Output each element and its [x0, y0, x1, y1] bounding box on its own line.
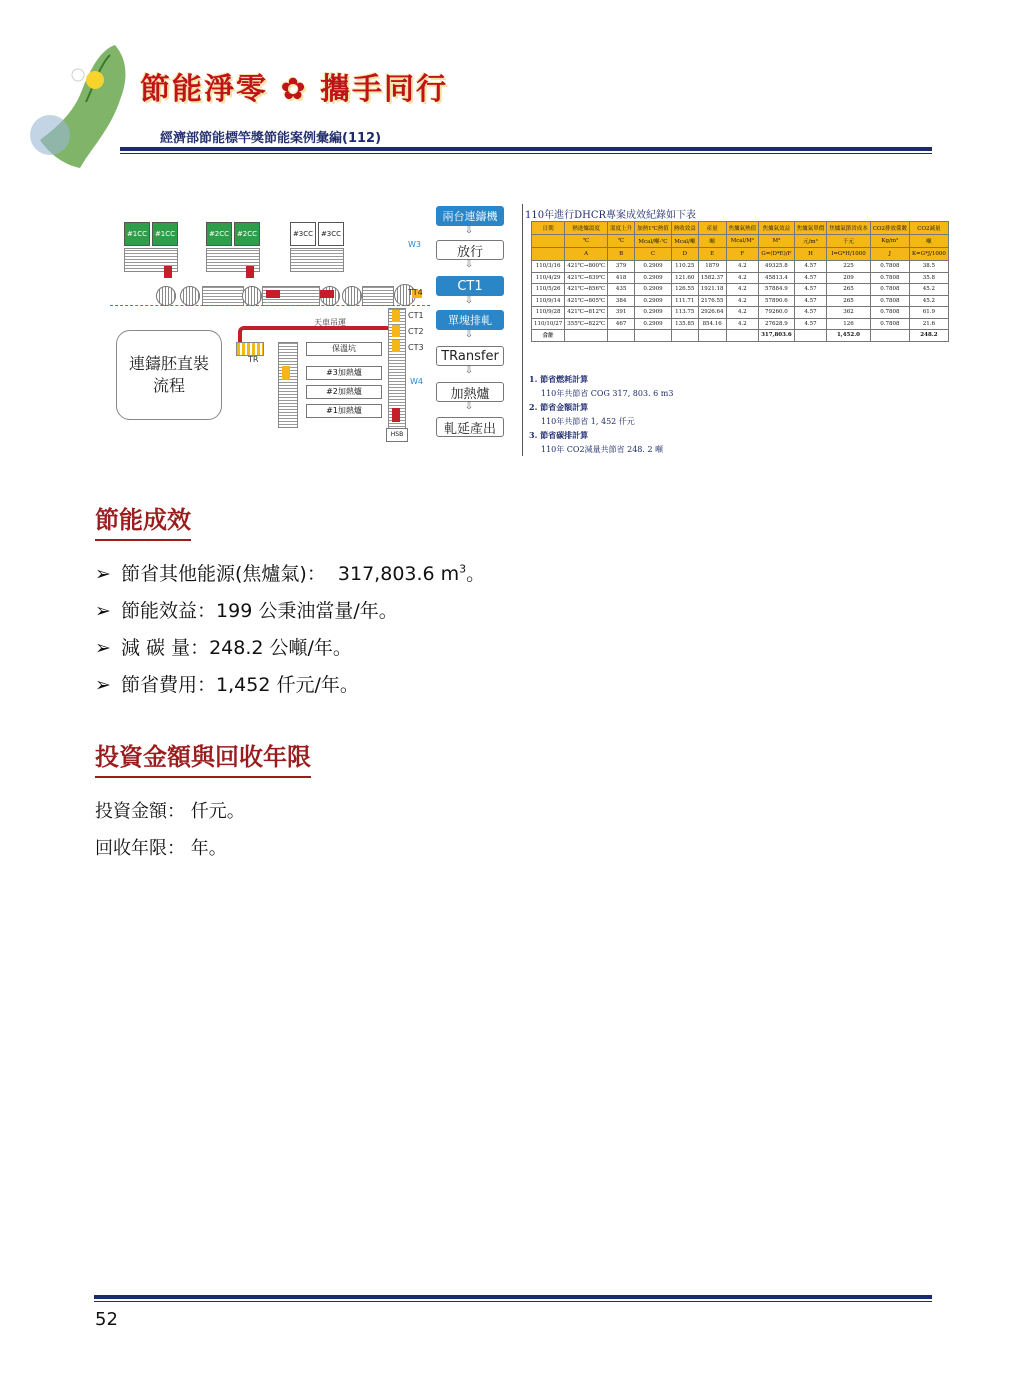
roller-table: [362, 286, 394, 306]
table-header-row: [532, 235, 949, 248]
table-cell: 0.2909: [635, 284, 672, 296]
page-number: 52: [95, 1309, 118, 1330]
step-transfer: TRansfer: [436, 346, 504, 366]
table-cell: 362: [827, 307, 871, 319]
slab-marker: [246, 266, 254, 278]
table-cell: 265: [827, 284, 871, 296]
note-3-body: 110年 CO2減量共節省 248. 2 噸: [541, 445, 664, 454]
slab-marker: [392, 325, 400, 337]
table-row: [532, 295, 949, 307]
table-title: 110年進行DHCR專案成效紀錄如下表: [525, 210, 697, 221]
table-cell: 27628.9: [759, 318, 795, 330]
table-header-cell: 日期: [532, 222, 565, 235]
table-cell: 0.2909: [635, 295, 672, 307]
table-cell: 384: [608, 295, 635, 307]
table-cell: 418: [608, 272, 635, 284]
roll: [180, 286, 200, 306]
table-row: [532, 318, 949, 330]
direct-charge-box: [116, 330, 222, 420]
note-2-head: 2. 節省金額計算: [529, 402, 589, 412]
step-rolling-output: 軋延產出: [436, 417, 504, 437]
table-cell: [635, 330, 672, 342]
header-rule: [120, 147, 932, 151]
table-header-cell: B: [608, 248, 635, 261]
table-cell: 4.57: [794, 272, 827, 284]
table-cell: 113.75: [671, 307, 698, 319]
footer-rule-thin: [94, 1301, 932, 1302]
table-header-cell: M³: [759, 235, 795, 248]
table-header-cell: G=(D*E)/F: [759, 248, 795, 261]
table-cell: 38.5: [909, 261, 948, 273]
slab-marker: [266, 290, 280, 298]
table-cell: 57890.6: [759, 295, 795, 307]
table-header-cell: [532, 235, 565, 248]
table-header-cell: 焦爐氣效益: [759, 222, 795, 235]
step-single-rolling: 單塊排軋: [436, 310, 504, 330]
table-cell: 110.25: [671, 261, 698, 273]
table-header-cell: Mcal/噸: [671, 235, 698, 248]
table-cell: 225: [827, 261, 871, 273]
table-cell: 111.71: [671, 295, 698, 307]
step-casters: 兩台連鑄機: [436, 206, 504, 226]
header-logo: [20, 40, 160, 180]
table-row: [532, 272, 949, 284]
table-cell: 0.7808: [870, 318, 909, 330]
label-w3: W3: [408, 240, 421, 249]
table-header-cell: I=G*H/1000: [827, 248, 871, 261]
table-cell: 248.2: [909, 330, 948, 342]
table-cell: 110/10/27: [532, 318, 565, 330]
footer-rule: [94, 1295, 932, 1299]
arrow-down-icon: ⇩: [464, 329, 474, 340]
table-cell: 45.2: [909, 284, 948, 296]
bullet-value: 1,452 仟元/年。: [216, 674, 359, 696]
table-cell: 421℃→800℃: [565, 261, 608, 273]
table-cell: 61.9: [909, 307, 948, 319]
arrow-bullet-icon: ➢: [95, 674, 111, 696]
bullet-label: 節省費用：: [121, 674, 217, 696]
table-cell: 467: [608, 318, 635, 330]
table-cell: 35.8: [909, 272, 948, 284]
table-cell: 0.7808: [870, 272, 909, 284]
table-header-cell: C: [635, 248, 672, 261]
table-cell: 0.7808: [870, 307, 909, 319]
table-cell: 110/9/28: [532, 307, 565, 319]
table-cell: 379: [608, 261, 635, 273]
dhcr-results-table: [531, 221, 949, 342]
slab-marker: [392, 408, 400, 422]
table-cell: 4.57: [794, 318, 827, 330]
table-cell: [698, 330, 726, 342]
note-1-body: 110年共節省 COG 317, 803. 6 m3: [541, 389, 674, 398]
step-ct1: CT1: [436, 276, 504, 296]
note-2-body: 110年共節省 1, 452 仟元: [541, 417, 635, 426]
investment-amount: 投資金額： 仟元。: [95, 801, 245, 822]
label-w4: W4: [410, 377, 423, 386]
table-row: [532, 261, 949, 273]
table-cell: 317,803.6: [759, 330, 795, 342]
table-header-cell: 焦爐氣節省成本: [827, 222, 871, 235]
table-cell: 854.16: [698, 318, 726, 330]
table-cell: 1,452.0: [827, 330, 871, 342]
table-cell: 265: [827, 295, 871, 307]
bullet-item: [95, 559, 485, 586]
label-ct2: CT2: [408, 327, 424, 336]
holding-pit: 保溫坑: [306, 342, 382, 356]
label-ct1: CT1: [408, 311, 424, 320]
table-cell: 4.57: [794, 261, 827, 273]
table-cell: 391: [608, 307, 635, 319]
table-header-cell: 焦爐氣熱值: [726, 222, 759, 235]
bullet-item: [95, 596, 398, 623]
arrow-down-icon: ⇩: [464, 295, 474, 306]
table-cell: 435: [608, 284, 635, 296]
label-ct3: CT3: [408, 343, 424, 352]
table-header-cell: Mcal/噸-℃: [635, 235, 672, 248]
step-furnace: 加熱爐: [436, 382, 504, 402]
arrow-down-icon: ⇩: [464, 401, 474, 412]
step-release: 放行: [436, 240, 504, 260]
table-header-cell: K=G*J/1000: [909, 248, 948, 261]
table-cell: 209: [827, 272, 871, 284]
caster-3b: #3CC: [318, 222, 344, 246]
table-header-cell: J: [870, 248, 909, 261]
caster-3a: #3CC: [290, 222, 316, 246]
caster-2b: #2CC: [234, 222, 260, 246]
table-cell: 110/4/29: [532, 272, 565, 284]
table-header-cell: 溫度上升: [608, 222, 635, 235]
table-cell: 126: [827, 318, 871, 330]
arrow-bullet-icon: ➢: [95, 637, 111, 659]
flow-diagram: [110, 200, 510, 460]
bullet-label: 節省其他能源(焦爐氣)：: [121, 563, 326, 585]
table-cell: 79260.0: [759, 307, 795, 319]
section-title-investment: 投資金額與回收年限: [95, 737, 311, 778]
table-header-cell: 加熱1℃熱值: [635, 222, 672, 235]
table-header-cell: E: [698, 248, 726, 261]
table-cell: [608, 330, 635, 342]
label-tt4: TT4: [408, 288, 423, 297]
table-cell: 2176.55: [698, 295, 726, 307]
hsb-box: HSB: [386, 428, 408, 442]
table-cell: 45813.4: [759, 272, 795, 284]
roller-table: [202, 286, 244, 306]
table-header-cell: CO2排放係數: [870, 222, 909, 235]
table-cell: 57884.9: [759, 284, 795, 296]
table-header-cell: A: [565, 248, 608, 261]
table-cell: 4.57: [794, 284, 827, 296]
bullet-value: 248.2 公噸/年。: [209, 637, 352, 659]
table-row: [532, 307, 949, 319]
arrow-down-icon: ⇩: [464, 225, 474, 236]
table-header-cell: 熱收效益: [671, 222, 698, 235]
table-cell: 421℃→839℃: [565, 272, 608, 284]
slab-marker: [164, 266, 172, 278]
note-1-head: 1. 節省燃耗計算: [529, 374, 589, 384]
table-cell: 126.55: [671, 284, 698, 296]
table-cell: 合計: [532, 330, 565, 342]
header-subtitle: 經濟部節能標竿獎節能案例彙編(112): [160, 131, 382, 146]
table-header-cell: [532, 248, 565, 261]
table-cell: 0.7808: [870, 295, 909, 307]
table-cell: [870, 330, 909, 342]
furnace-1: #1加熱爐: [306, 404, 382, 418]
table-cell: 0.2909: [635, 318, 672, 330]
slab-marker: [392, 340, 400, 352]
bullet-label: 節能效益：: [121, 600, 217, 622]
header-title: 節能淨零 ✿ 攜手同行: [140, 72, 449, 107]
table-cell: 1879: [698, 261, 726, 273]
table-cell: 4.2: [726, 272, 759, 284]
table-header-cell: ℃: [608, 235, 635, 248]
direct-charge-label: 連鑄胚直裝流程: [128, 354, 209, 395]
bullet-value: 317,803.6 m: [337, 563, 460, 585]
table-cell: 110/9/14: [532, 295, 565, 307]
table-cell: 0.2909: [635, 307, 672, 319]
roll: [156, 286, 176, 306]
table-header-cell: Mcal/M³: [726, 235, 759, 248]
table-cell: [726, 330, 759, 342]
arrow-down-icon: ⇩: [464, 365, 474, 376]
table-header-cell: 元/m³: [794, 235, 827, 248]
table-header-cell: F: [726, 248, 759, 261]
table-cell: 4.2: [726, 318, 759, 330]
table-header-cell: H: [794, 248, 827, 261]
table-cell: [671, 330, 698, 342]
table-cell: 110/5/26: [532, 284, 565, 296]
table-cell: 4.2: [726, 295, 759, 307]
table-cell: 421℃→805℃: [565, 295, 608, 307]
table-cell: 110/3/16: [532, 261, 565, 273]
table-cell: 4.57: [794, 295, 827, 307]
table-header-cell: 產量: [698, 222, 726, 235]
table-total-row: [532, 330, 949, 342]
table-cell: 49325.8: [759, 261, 795, 273]
table-header-cell: D: [671, 248, 698, 261]
table-cell: 0.2909: [635, 261, 672, 273]
table-cell: 0.7808: [870, 261, 909, 273]
table-cell: 4.57: [794, 307, 827, 319]
header-rule-thin: [120, 153, 932, 154]
furnace-3: #3加熱爐: [306, 366, 382, 380]
table-cell: 421℃→856℃: [565, 284, 608, 296]
bullet-item: [95, 633, 352, 660]
table-cell: 1921.18: [698, 284, 726, 296]
arrow-bullet-icon: ➢: [95, 600, 111, 622]
table-cell: 2926.64: [698, 307, 726, 319]
table-cell: 0.2909: [635, 272, 672, 284]
bullet-end: 。: [466, 563, 486, 585]
table-cell: [794, 330, 827, 342]
table-header-cell: 噸: [909, 235, 948, 248]
table-cell: 4.2: [726, 284, 759, 296]
table-header-cell: CO2減量: [909, 222, 948, 235]
caster-1b: #1CC: [152, 222, 178, 246]
table-cell: [565, 330, 608, 342]
table-header-cell: 千元: [827, 235, 871, 248]
table-cell: 135.85: [671, 318, 698, 330]
slab-marker: [320, 290, 334, 298]
bullet-label: 減 碳 量：: [121, 637, 210, 659]
table-header-cell: Kg/m³: [870, 235, 909, 248]
table-header-row: [532, 222, 949, 235]
bullet-sup: 3: [459, 562, 467, 576]
furnace-2: #2加熱爐: [306, 385, 382, 399]
payback-period: 回收年限： 年。: [95, 838, 227, 859]
table-cell: 121.60: [671, 272, 698, 284]
table-header-cell: 噸: [698, 235, 726, 248]
note-3-head: 3. 節省碳排計算: [529, 430, 589, 440]
table-cell: 21.6: [909, 318, 948, 330]
caster-1a: #1CC: [124, 222, 150, 246]
roller-table: [290, 248, 344, 272]
table-header-cell: 熱進爐溫度: [565, 222, 608, 235]
table-row: [532, 284, 949, 296]
table-header-cell: 焦爐氣單價: [794, 222, 827, 235]
table-cell: 4.2: [726, 261, 759, 273]
bullet-item: [95, 670, 359, 697]
roller-table-vertical: [278, 342, 298, 428]
label-crane: 天車吊運: [314, 318, 346, 327]
label-tr: TR: [248, 355, 259, 364]
transfer-car: [236, 342, 264, 356]
caster-2a: #2CC: [206, 222, 232, 246]
table-cell: 45.2: [909, 295, 948, 307]
arrow-down-icon: ⇩: [464, 259, 474, 270]
bullet-value: 199 公秉油當量/年。: [216, 600, 398, 622]
roll: [242, 286, 262, 306]
section-title-savings: 節能成效: [95, 500, 191, 541]
table-cell: 421℃→812℃: [565, 307, 608, 319]
table-header-cell: ℃: [565, 235, 608, 248]
dhcr-results-figure: [522, 204, 946, 456]
slab-marker: [392, 310, 400, 322]
divider-line: [110, 305, 430, 306]
roll: [342, 286, 362, 306]
arrow-bullet-icon: ➢: [95, 563, 111, 585]
table-cell: 1582.37: [698, 272, 726, 284]
table-cell: 355℃→822℃: [565, 318, 608, 330]
table-cell: 4.2: [726, 307, 759, 319]
slab-marker: [282, 366, 290, 380]
table-header-row: [532, 248, 949, 261]
table-cell: 0.7808: [870, 284, 909, 296]
